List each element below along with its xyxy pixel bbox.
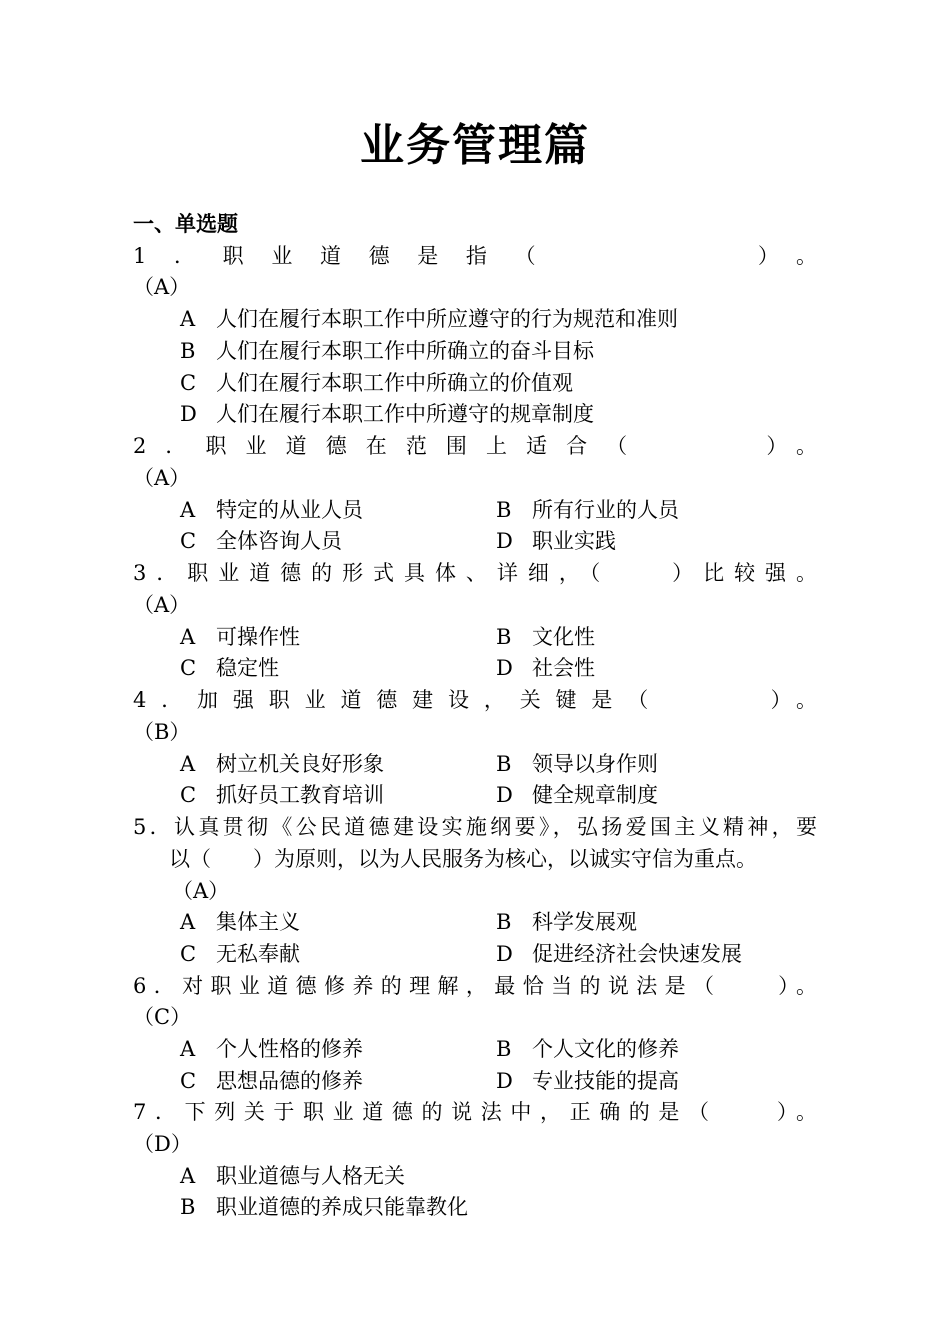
question-5-stem: 5．认真贯彻《公民道德建设实施纲要》，弘扬爱国主义精神，要: [133, 815, 817, 839]
option-letter: B: [496, 498, 512, 522]
question-1-option-c: [180, 367, 573, 399]
question-5-option-b: [496, 906, 637, 938]
option-letter: C: [180, 371, 197, 395]
question-4-option-c: [180, 779, 384, 811]
section-heading: 一、单选题: [133, 212, 238, 236]
option-text: 树立机关良好形象: [216, 752, 384, 776]
option-letter: B: [496, 752, 512, 776]
option-text: 无私奉献: [216, 942, 300, 966]
question-7-option-a: [180, 1160, 405, 1192]
option-letter: B: [180, 339, 196, 363]
question-5-answer: （A）: [172, 879, 230, 903]
question-6-option-c: [180, 1065, 363, 1097]
option-letter: A: [180, 625, 196, 649]
question-1-stem: 1．职业道德是指（ ）。: [133, 244, 817, 268]
option-text: 抓好员工教育培训: [216, 783, 384, 807]
question-2-stem: 2．职业道德在范围上适合（ ）。: [133, 434, 817, 458]
option-text: 人们在履行本职工作中所遵守的规章制度: [216, 402, 594, 426]
question-3-option-b: [496, 621, 595, 653]
option-text: 稳定性: [216, 656, 279, 680]
option-letter: B: [496, 625, 512, 649]
question-1-option-d: [180, 398, 594, 430]
question-6-option-b: [496, 1033, 679, 1065]
option-letter: C: [180, 656, 197, 680]
option-letter: A: [180, 910, 196, 934]
option-text: 全体咨询人员: [216, 529, 342, 553]
option-text: 特定的从业人员: [216, 498, 363, 522]
option-letter: D: [496, 1069, 513, 1093]
option-text: 个人性格的修养: [216, 1037, 363, 1061]
question-6-option-a: [180, 1033, 363, 1065]
question-2-option-b: [496, 494, 679, 526]
option-letter: D: [496, 656, 513, 680]
question-3-option-c: [180, 652, 279, 684]
option-text: 职业道德的养成只能靠教化: [216, 1195, 468, 1219]
option-letter: A: [180, 1037, 196, 1061]
option-letter: C: [180, 942, 197, 966]
option-text: 领导以身作则: [532, 752, 658, 776]
question-7-answer: （D）: [133, 1132, 192, 1156]
question-4-answer: （B）: [133, 720, 191, 744]
question-1-answer: （A）: [133, 275, 191, 299]
question-4-stem: 4．加强职业道德建设，关键是（ ）。: [133, 688, 817, 712]
option-letter: A: [180, 307, 196, 331]
option-text: 职业实践: [532, 529, 616, 553]
option-text: 人们在履行本职工作中所确立的奋斗目标: [216, 339, 594, 363]
option-text: 社会性: [532, 656, 595, 680]
question-6-stem: 6．对职业道德修养的理解，最恰当的说法是（ ）。: [133, 974, 817, 998]
question-5-option-c: [180, 938, 300, 970]
question-2-option-c: [180, 525, 342, 557]
option-letter: A: [180, 752, 196, 776]
question-4-option-a: [180, 748, 384, 780]
option-letter: B: [496, 1037, 512, 1061]
option-letter: D: [496, 942, 513, 966]
option-text: 集体主义: [216, 910, 300, 934]
option-letter: A: [180, 498, 196, 522]
option-text: 科学发展观: [532, 910, 637, 934]
question-3-option-d: [496, 652, 595, 684]
question-2-answer: （A）: [133, 466, 191, 490]
option-text: 可操作性: [216, 625, 300, 649]
option-letter: D: [496, 783, 513, 807]
option-text: 文化性: [532, 625, 595, 649]
question-5-option-a: [180, 906, 300, 938]
question-3-stem: 3．职业道德的形式具体、详细，（ ）比较强。: [133, 561, 817, 585]
question-7-stem: 7．下列关于职业道德的说法中，正确的是（ ）。: [133, 1100, 817, 1124]
question-1-option-b: [180, 335, 594, 367]
question-4-option-b: [496, 748, 658, 780]
option-text: 人们在履行本职工作中所确立的价值观: [216, 371, 573, 395]
option-text: 职业道德与人格无关: [216, 1164, 405, 1188]
question-6-option-d: [496, 1065, 679, 1097]
question-3-answer: （A）: [133, 593, 191, 617]
option-letter: B: [496, 910, 512, 934]
option-letter: C: [180, 783, 197, 807]
question-1-option-a: [180, 303, 678, 335]
question-5-stem-continued: 以（ ）为原则，以为人民服务为核心，以诚实守信为重点。: [169, 847, 757, 871]
option-letter: A: [180, 1164, 196, 1188]
question-6-answer: （C）: [133, 1005, 192, 1029]
question-4-option-d: [496, 779, 658, 811]
option-text: 思想品德的修养: [216, 1069, 363, 1093]
question-5-option-d: [496, 938, 742, 970]
option-text: 促进经济社会快速发展: [532, 942, 742, 966]
question-7-option-b: [180, 1191, 468, 1223]
page-title: 业务管理篇: [360, 120, 590, 171]
option-text: 个人文化的修养: [532, 1037, 679, 1061]
question-2-option-d: [496, 525, 616, 557]
option-letter: D: [180, 402, 197, 426]
option-letter: B: [180, 1195, 196, 1219]
question-2-option-a: [180, 494, 363, 526]
option-letter: D: [496, 529, 513, 553]
question-3-option-a: [180, 621, 300, 653]
option-text: 所有行业的人员: [532, 498, 679, 522]
option-text: 专业技能的提高: [532, 1069, 679, 1093]
option-letter: C: [180, 1069, 197, 1093]
option-text: 健全规章制度: [532, 783, 658, 807]
option-letter: C: [180, 529, 197, 553]
option-text: 人们在履行本职工作中所应遵守的行为规范和准则: [216, 307, 678, 331]
